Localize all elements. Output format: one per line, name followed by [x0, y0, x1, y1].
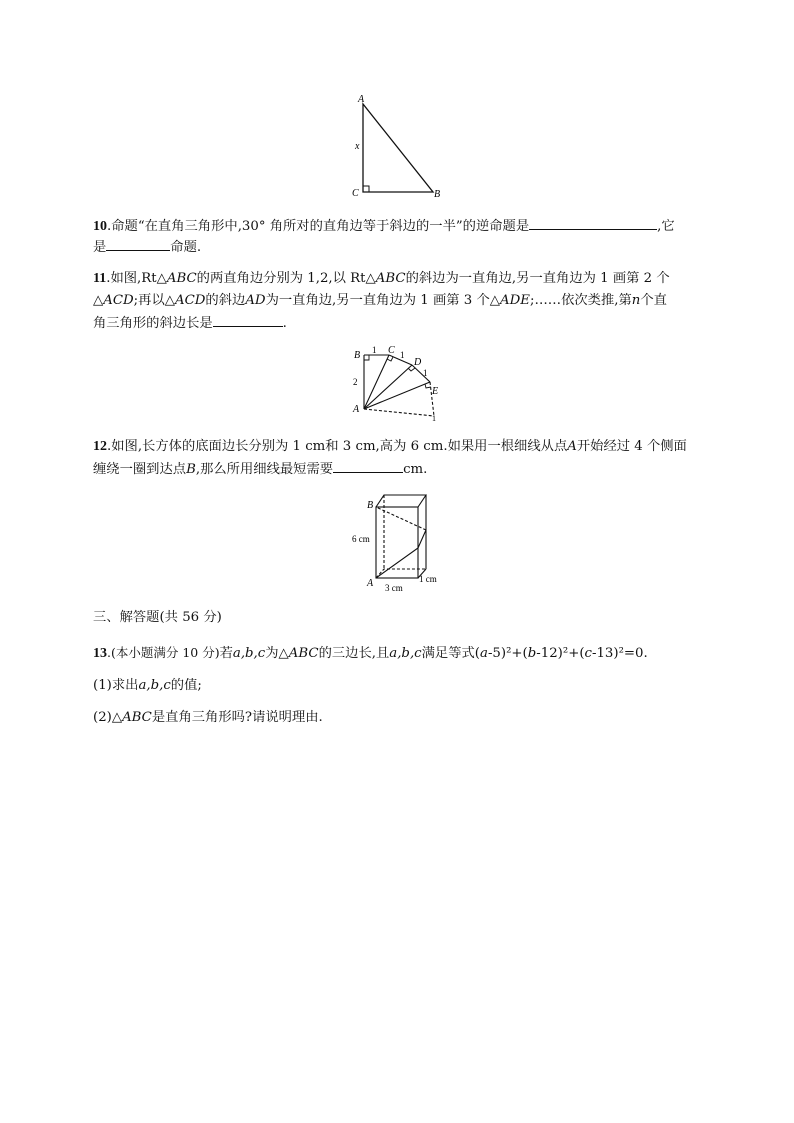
label-height: 6 cm [352, 534, 370, 544]
question-12-line-2 [93, 460, 427, 478]
label-b: B [354, 350, 361, 361]
question-text: -12)²+( [536, 646, 585, 661]
question-11-line-1 [93, 270, 670, 287]
math-var: b [527, 646, 537, 661]
label-one-ef: 1 [432, 414, 436, 422]
question-text: 命题. [170, 240, 202, 255]
label-c: C [352, 188, 359, 199]
segment-ad [364, 365, 412, 409]
question-number: 13 [93, 646, 107, 661]
math-var: ABC [375, 271, 406, 286]
question-11-line-3 [93, 314, 287, 332]
label-width: 3 cm [385, 583, 403, 593]
segment-af [364, 409, 434, 416]
question-note: .(本小题满分 10 分) [107, 645, 220, 660]
question-text: ,那么所用细线最短需要 [195, 462, 334, 477]
question-text: 为△ [265, 646, 289, 661]
question-10-line-1 [93, 217, 675, 235]
question-text: ;再以△ [133, 293, 175, 308]
math-var: a,b,c [389, 646, 422, 661]
math-var: ACD [103, 293, 134, 308]
label-two: 2 [353, 377, 358, 387]
math-var: ABC [122, 710, 152, 725]
question-text: 开始经过 4 个侧面 [576, 439, 687, 454]
math-var: AD [245, 293, 266, 308]
answer-blank-2[interactable] [106, 238, 170, 251]
question-text: .如图,长方体的底面边长分别为 1 cm和 3 cm,高为 6 cm.如果用一根细线从点 [107, 439, 568, 454]
math-var: a [480, 646, 488, 661]
question-text: 是直角三角形吗?请说明理由. [151, 710, 323, 725]
math-var: ADE [500, 293, 530, 308]
question-text: 为一直角边,另一直角边为 1 画第 3 个△ [265, 293, 501, 308]
question-13-part-1 [93, 677, 202, 694]
question-text: ;……依次类推,第 [530, 293, 632, 308]
question-11-line-2 [93, 292, 667, 309]
figure-right-triangle-q9 [340, 88, 460, 203]
question-13-line-1 [93, 644, 648, 662]
question-text: △ [93, 293, 104, 308]
label-depth: 1 cm [419, 574, 437, 584]
question-text: (2)△ [93, 710, 123, 725]
label-a: A [367, 578, 374, 589]
question-text: 的斜边 [205, 293, 246, 308]
question-text: 的斜边为一直角边,另一直角边为 1 画第 2 个 [405, 271, 670, 286]
question-text: .命题“在直角三角形中,30° 角所对的直角边等于斜边的一半”的逆命题是 [107, 219, 530, 234]
answer-blank-1[interactable] [529, 217, 657, 230]
section-title: 三、解答题(共 56 分) [93, 610, 222, 625]
label-a: A [358, 94, 365, 105]
question-text: 的三边长,且 [318, 646, 390, 661]
question-text: (1)求出 [93, 678, 139, 693]
question-number: 12 [93, 439, 107, 454]
math-var: ABC [166, 271, 197, 286]
math-var: c [584, 646, 592, 661]
question-text: ,它 [657, 219, 675, 234]
question-text: 是 [93, 240, 107, 255]
question-12-line-1 [93, 438, 687, 455]
label-b: B [367, 500, 374, 511]
question-number: 11 [93, 271, 107, 286]
right-angle-mark-d [408, 368, 415, 371]
question-number: 10 [93, 219, 107, 234]
segment-ae [364, 382, 430, 409]
answer-blank[interactable] [213, 314, 283, 327]
math-var: a,b,c [138, 678, 171, 693]
label-c: C [388, 345, 395, 356]
question-text: -5)²+( [487, 646, 528, 661]
label-e: E [432, 386, 439, 397]
math-var: B [186, 462, 196, 477]
question-text: . [282, 316, 287, 331]
math-var: A [567, 439, 577, 454]
question-text: 角三角形的斜边长是 [93, 316, 213, 331]
figure-triangle-spiral-q11 [345, 342, 450, 422]
math-var: n [631, 293, 641, 308]
label-a: A [353, 404, 360, 415]
label-one-de: 1 [423, 368, 428, 378]
figure-cuboid-q12 [348, 490, 448, 598]
question-text: .如图,Rt△ [106, 271, 167, 286]
right-angle-mark [363, 186, 369, 192]
math-var: ACD [174, 293, 206, 308]
question-text: 缠绕一圈到达点 [93, 462, 187, 477]
section-heading [93, 609, 222, 626]
label-b: B [434, 189, 441, 200]
triangle-abc [363, 104, 433, 192]
question-text: 满足等式( [421, 646, 480, 661]
right-angle-mark-b [364, 355, 369, 360]
question-text: 个直 [640, 293, 667, 308]
label-x: x [355, 141, 360, 152]
question-text: 若 [219, 646, 233, 661]
label-d: D [414, 357, 422, 368]
math-var: a,b,c [232, 646, 266, 661]
question-10-line-2 [93, 238, 201, 256]
math-var: ABC [288, 646, 319, 661]
question-13-part-2 [93, 709, 323, 726]
label-one-bc: 1 [372, 345, 377, 355]
question-text: cm. [403, 462, 428, 477]
label-one-cd: 1 [400, 350, 405, 360]
answer-blank[interactable] [333, 460, 403, 473]
question-text: 的值; [170, 678, 202, 693]
question-text: 的两直角边分别为 1,2,以 Rt△ [196, 271, 376, 286]
question-text: -13)²=0. [591, 646, 648, 661]
cuboid-front-face [376, 507, 418, 578]
